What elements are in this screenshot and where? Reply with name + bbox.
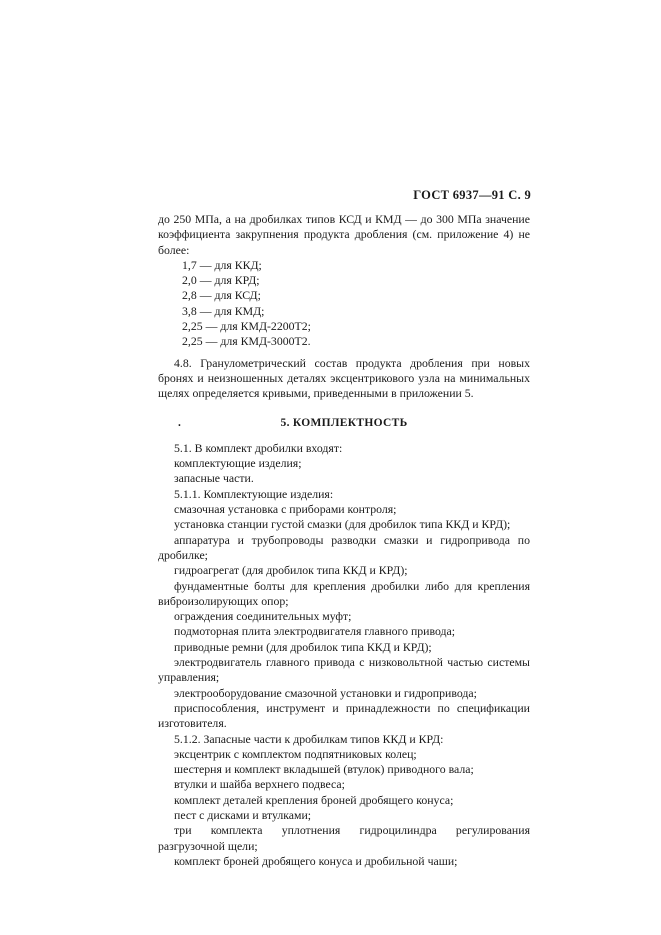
paragraph: комплект деталей крепления броней дробящего конуса; [174, 792, 454, 807]
paragraph: пест с дисками и втулками; [174, 807, 312, 822]
list-item: 2,25 — для КМД-2200Т2; [182, 319, 311, 334]
paragraph: фундаментные болты для крепления дробилки либо для крепления виброизолирующих опор; [158, 578, 530, 608]
page-header: ГОСТ 6937—91 С. 9 [413, 188, 531, 202]
paragraph: три комплекта уплотнения гидроцилиндра регулирования разгрузочной щели; [158, 823, 530, 853]
paragraph: электродвигатель главного привода с низковольтной частью системы управления; [158, 655, 530, 685]
intro-paragraph: до 250 МПа, а на дробилках типов КСД и КМД — до 300 МПа значение коэффициента закрупнения продукта дробления (см. приложение 4) не более: [158, 212, 530, 257]
paragraph: ограждения соединительных муфт; [174, 609, 352, 624]
paragraph: комплект броней дробящего конуса и дробильной чаши; [174, 853, 458, 868]
paragraph: приспособления, инструмент и принадлежности по спецификации изготовителя. [158, 700, 530, 731]
section-marker: . [178, 416, 182, 429]
list-item: 1,7 — для ККД; [182, 257, 262, 272]
paragraph: 5.1.2. Запасные части к дробилкам типов ККД и КРД: [174, 731, 444, 746]
list-item: 2,8 — для КСД; [182, 288, 261, 303]
list-item: 3,8 — для КМД; [182, 303, 265, 318]
paragraph: запасные части. [174, 471, 254, 486]
paragraph: втулки и шайба верхнего подвеса; [174, 777, 345, 792]
list-item: 2,0 — для КРД; [182, 273, 260, 288]
paragraph: подмоторная плита электродвигателя главного привода; [174, 624, 456, 639]
paragraph: гидроагрегат (для дробилок типа ККД и КРД); [174, 563, 408, 578]
document-body [158, 212, 530, 869]
paragraph: приводные ремни (для дробилок типа ККД и КРД); [174, 639, 432, 654]
section-heading [158, 416, 530, 431]
paragraph: шестерня и комплект вкладышей (втулок) приводного вала; [174, 762, 474, 777]
paragraph: аппаратура и трубопроводы разводки смазки и гидропривода по дробилке; [158, 532, 530, 562]
paragraph-4-8: 4.8. Гранулометрический состав продукта дробления при новых бронях и неизношенных деталях эксцентрикового узла на минимальных щелях определяется кривыми, приведенными в приложении 5. [158, 355, 530, 401]
paragraph: комплектующие изделия; [174, 456, 302, 471]
paragraph: 5.1. В комплект дробилки входят: [174, 440, 343, 455]
list-item: 2,25 — для КМД-3000Т2. [182, 334, 311, 349]
coefficient-list [158, 258, 530, 350]
paragraph: электрооборудование смазочной установки и гидропривода; [174, 685, 477, 700]
paragraph: смазочная установка с приборами контроля; [174, 502, 397, 517]
paragraph: 5.1.1. Комплектующие изделия: [174, 486, 334, 501]
section-title: 5. КОМПЛЕКТНОСТЬ [280, 416, 408, 429]
paragraph: эксцентрик с комплектом подпятниковых колец; [174, 746, 417, 761]
paragraph: установка станции густой смазки (для дробилок типа ККД и КРД); [174, 517, 511, 532]
